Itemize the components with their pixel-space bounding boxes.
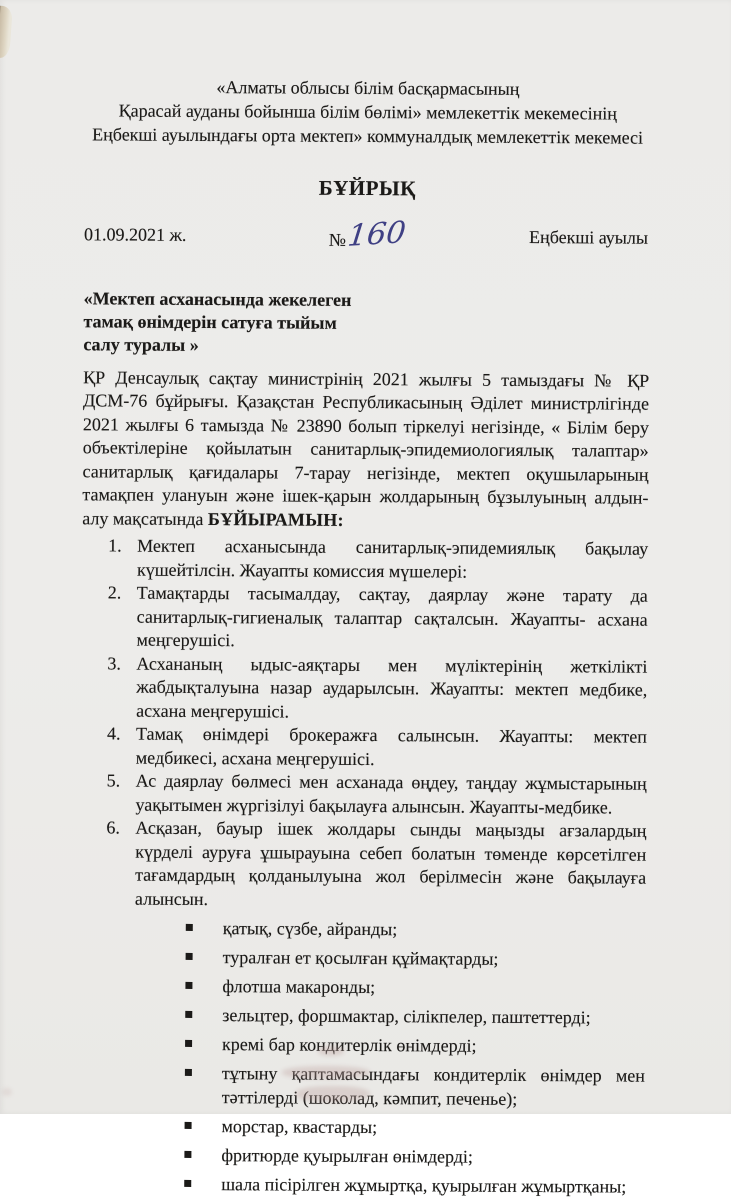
banned-item: қатық, сүзбе, айранды; <box>80 915 646 942</box>
order-date: 01.09.2021 ж. <box>83 224 187 245</box>
order-item: Мектеп асханысында санитарлық-эпидемиялық бақылау күшейтілсін. Жауапты комиссия мүшелері: <box>136 535 649 582</box>
subject-line: тамақ өнімдерін сатуға тыйым <box>83 310 337 333</box>
scan-corner-artifact <box>0 6 13 59</box>
order-item: Тамақ өнімдері брокеражға салынсын. Жауапты: мектеп медбикесі, асхана меңгерушісі. <box>135 723 648 769</box>
order-item: Тамақтарды тасымалдау, сақтау, даярлау және тарату да санитарлық-гигиеналық талаптар сақталсын. Жауапты- асхана меңгерушісі. <box>136 582 648 651</box>
organization-header <box>85 74 651 149</box>
order-preamble <box>82 366 649 534</box>
preamble-decree-word: БҰЙЫРАМЫН: <box>207 508 344 530</box>
order-items-list <box>80 534 648 913</box>
banned-item: зельцтер, форшмактар, сілікпелер, паштеттерді; <box>79 1002 645 1029</box>
document-title: БҰЙРЫҚ <box>318 175 416 201</box>
order-item: Ас даярлау бөлмесі мен асханада өңдеу, таңдау жұмыстарының уақытымен жүргізілуі бақылауға алынсын. Жауапты-медбике. <box>135 770 647 818</box>
ink-smudge <box>282 1066 370 1079</box>
ink-smudge <box>2 1088 12 1096</box>
org-name-line: «Алматы облысы білім басқармасының <box>216 77 520 99</box>
order-place: Еңбекші ауылы <box>529 226 649 248</box>
order-subject <box>83 287 649 359</box>
org-name-line: Қарасай ауданы бойынша білім бөлімі» мемлекеттік мекемесінің <box>118 100 617 124</box>
banned-foods-list <box>78 915 646 1198</box>
banned-item: тұтыну қаптамасындағы кондитерлік өнімдер мен тәттілерді (шоколад, кәмпит, печенье); <box>79 1060 645 1111</box>
order-item: Асхананың ыдыс-аяқтары мен мүліктерінің жеткілікті жабдықталуына назар аударылсын. Жауапты: мектеп медбике, асхана меңгерушісі. <box>136 653 648 722</box>
banned-item: фритюрде қуырылған өнімдерді; <box>78 1142 644 1169</box>
number-sign: № <box>328 229 346 250</box>
order-number <box>271 215 464 254</box>
order-meta-row <box>83 215 650 254</box>
order-item: Асқазан, бауыр ішек жолдары сынды маңызды ағзалардың күрделі ауруға ұшырауына себеп болатын төменде көрсетілген тағамдардың қолданылуына жол берілмесін және бақылауға алынсын. <box>134 817 647 909</box>
preamble-text: ҚР Денсаулық сақтау министрінің 2021 жылғы 5 тамыздағы № ҚР ДСМ-76 бұйрығы. Қазақстан Республикасының Әділет министрлігінде 2021 жылғы 6 тамызда № 23890 болып тіркелуі негізінде, « Білім беру объектілеріне қойылатын санитарлық-эпидемиологиялық талаптар» санитарлық қағидалары 7-тарау негізінде, мектеп оқушыларының тамақпен улануын және ішек-қарын жолдарының бұзылуының алдын-алу мақсатында <box>82 366 650 529</box>
ink-smudge <box>295 1086 370 1102</box>
banned-item: флотша макаронды; <box>79 973 645 1000</box>
org-name-line: Еңбекші ауылындағы орта мектеп» коммуналдық мемлекеттік мекемесі <box>92 124 644 148</box>
banned-item: шала пісірілген жұмыртқа, қуырылған жұмыртқаны; <box>78 1171 644 1198</box>
banned-item: морстар, квастарды; <box>79 1113 645 1140</box>
ink-smudge <box>318 1046 344 1056</box>
subject-line: «Мектеп асханасында жекелеген <box>83 287 352 310</box>
order-number-handwritten: 160 <box>345 215 408 254</box>
banned-item: туралған ет қосылған құймақтарды; <box>80 944 646 971</box>
subject-line: салу туралы » <box>83 333 199 355</box>
banned-item: кремі бар кондитерлік өнімдерді; <box>79 1031 645 1058</box>
document-content <box>78 74 651 1198</box>
